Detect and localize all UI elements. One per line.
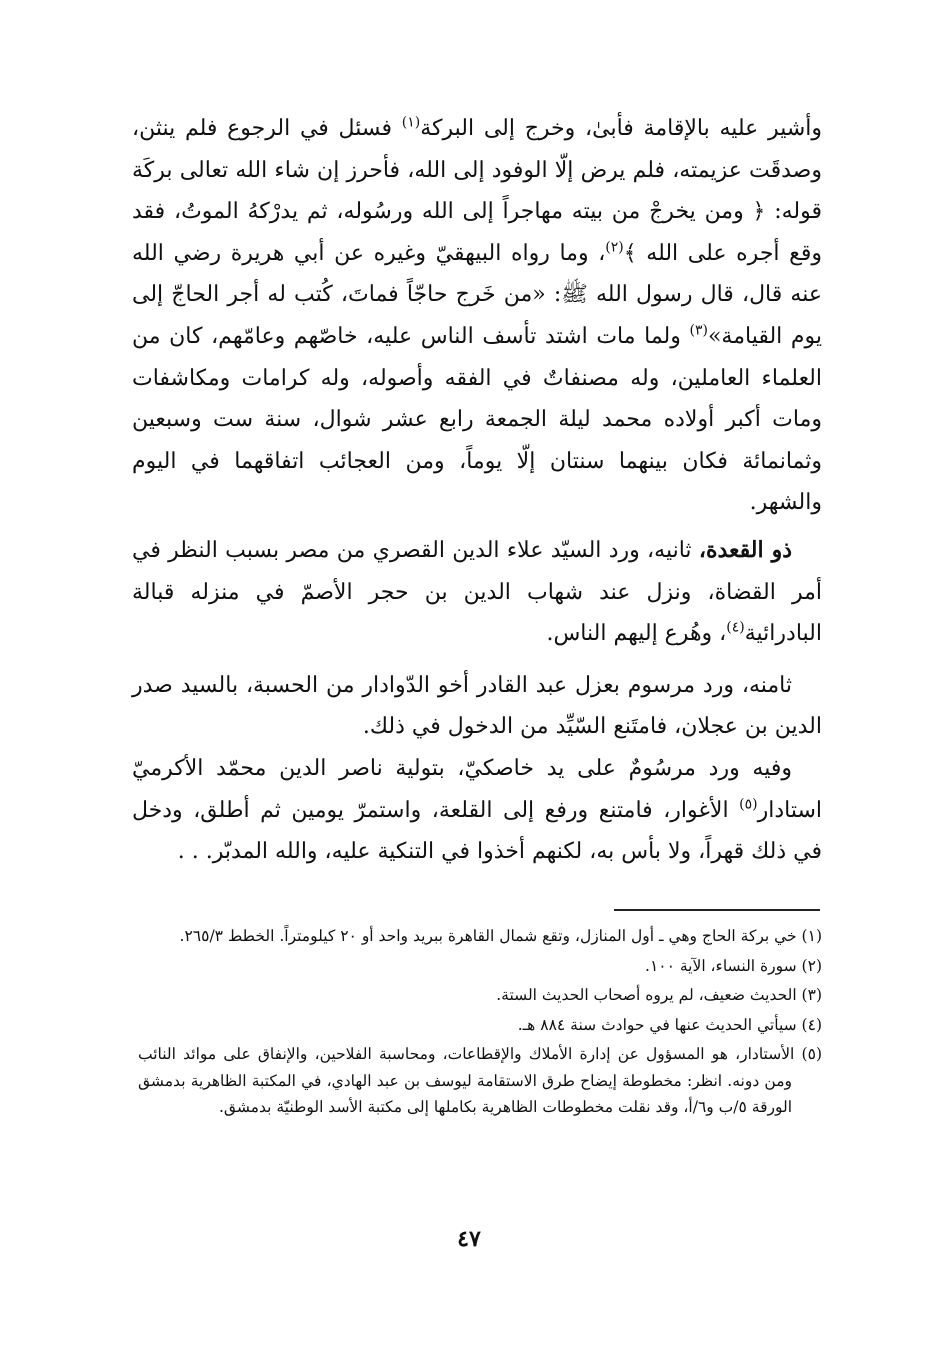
footnote-4: (٤) سيأتي الحديث عنها في حوادث سنة ٨٨٤ هـ. xyxy=(517,1015,822,1034)
page-number: ٤٧ xyxy=(457,1226,481,1252)
paragraph-2: ذو القعدة، ثانيه، ورد السيّد علاء الدين القصري من مصر بسبب النظر في أمر القضاة، ونزل عند شهاب الدين بن حجر الأصمّ في منزله قبالة البادرائية$^{(٤)}$، وهُرع إليهم الناس. xyxy=(132,536,822,647)
footnote-3: (٣) الحديث ضعيف، لم يروه أصحاب الحديث الستة. xyxy=(496,986,822,1004)
footnote-ref-4[interactable]: (٤) xyxy=(726,619,745,636)
footnote-5: (٥) الأستادار، هو المسؤول عن إدارة الأملاك والإقطاعات، ومحاسبة الفلاحين، والإنفاق على موائد النائب ومن دونه. انظر: مخطوطة إيضاح طرق الاستقامة ليوسف بن عبد الهادي، في المكتبة الظاهرية بدمشق الورقة ٥/ب و٦/أ، وقد نقلت مخطوطات الظاهرية بكاملها إلى مكتبة الأسد الوطنيّة بدمشق. xyxy=(138,1045,822,1116)
footnote-divider xyxy=(614,909,820,911)
paragraph-4: وفيه ورد مرسُومٌ على يد خاصكيّ، بتولية ناصر الدين محمّد الأكرميّ استادار$^{(٥)}$ الأغوار، فامتنع ورفع إلى القلعة، واستمرّ يومين ثم أطلق، ودخل في ذلك قهراً، ولا بأس به، لكنهم أخذوا في التنكية عليه، والله المدبّر. . . xyxy=(132,755,822,865)
footnote-ref-3[interactable]: (٣) xyxy=(689,322,708,339)
footnote-ref-2[interactable]: (٢) xyxy=(605,239,624,256)
paragraph-3: ثامنه، ورد مرسوم بعزل عبد القادر أخو الدّوادار من الحسبة، بالسيد صدر الدين بن عجلان، فامتَنع السّيِّد من الدخول في ذلك. xyxy=(132,672,822,740)
footnote-ref-1[interactable]: (١) xyxy=(401,114,421,131)
paragraph-1: وأشير عليه بالإقامة فأبىٰ، وخرج إلى البركة$^{(١)}$ فسئل في الرجوع فلم ينثن، وصدقَت عزيمته، فلم يرض إلّا الوفود إلى الله، فأحرز إن شاء الله تعالى بركَة قوله: ﴿ ومن يخرجْ من بيته مهاجراً إلى الله ورسُوله، ثم يدرْكهُ الموتُ، فقد وقع أجره على الله ﴾$^{(٢)}$، وما رواه البيهقيّ وغيره عن أبي هريرة رضي الله عنه قال، قال رسول الله ﷺ: «من خَرج حاجّاً فماتَ، كُتب له أجر الحاجّ إلى يوم القيامة»$^{(٣)}$ ولما مات اشتد تأسف الناس عليه، خاصّهم وعامّهم، كان من العلماء العاملين، وله مصنفاتٌ في الفقه وأصوله، وله كرامات ومكاشفات ومات أكبر أولاده محمد ليلة الجمعة رابع عشر شوال، سنة ست وسبعين وثمانمائة فكان بينهما سنتان إلّا يوماً، ومن العجائب اتفاقهما في اليوم والشهر. xyxy=(132,114,822,516)
footnotes xyxy=(138,923,822,1124)
footnote-2: (٢) سورة النساء، الآية ١٠٠. xyxy=(645,956,822,975)
main-text xyxy=(132,108,822,873)
footnote-1: (١) خي بركة الحاج وهي ـ أول المنازل، وتقع شمال القاهرة ببريد واحد أو ٢٠ كيلومتراً. الخطط ٢٦٥/٣. xyxy=(179,927,822,945)
footnote-ref-5[interactable]: (٥) xyxy=(739,796,758,813)
month-heading: ذو القعدة، xyxy=(698,536,793,563)
